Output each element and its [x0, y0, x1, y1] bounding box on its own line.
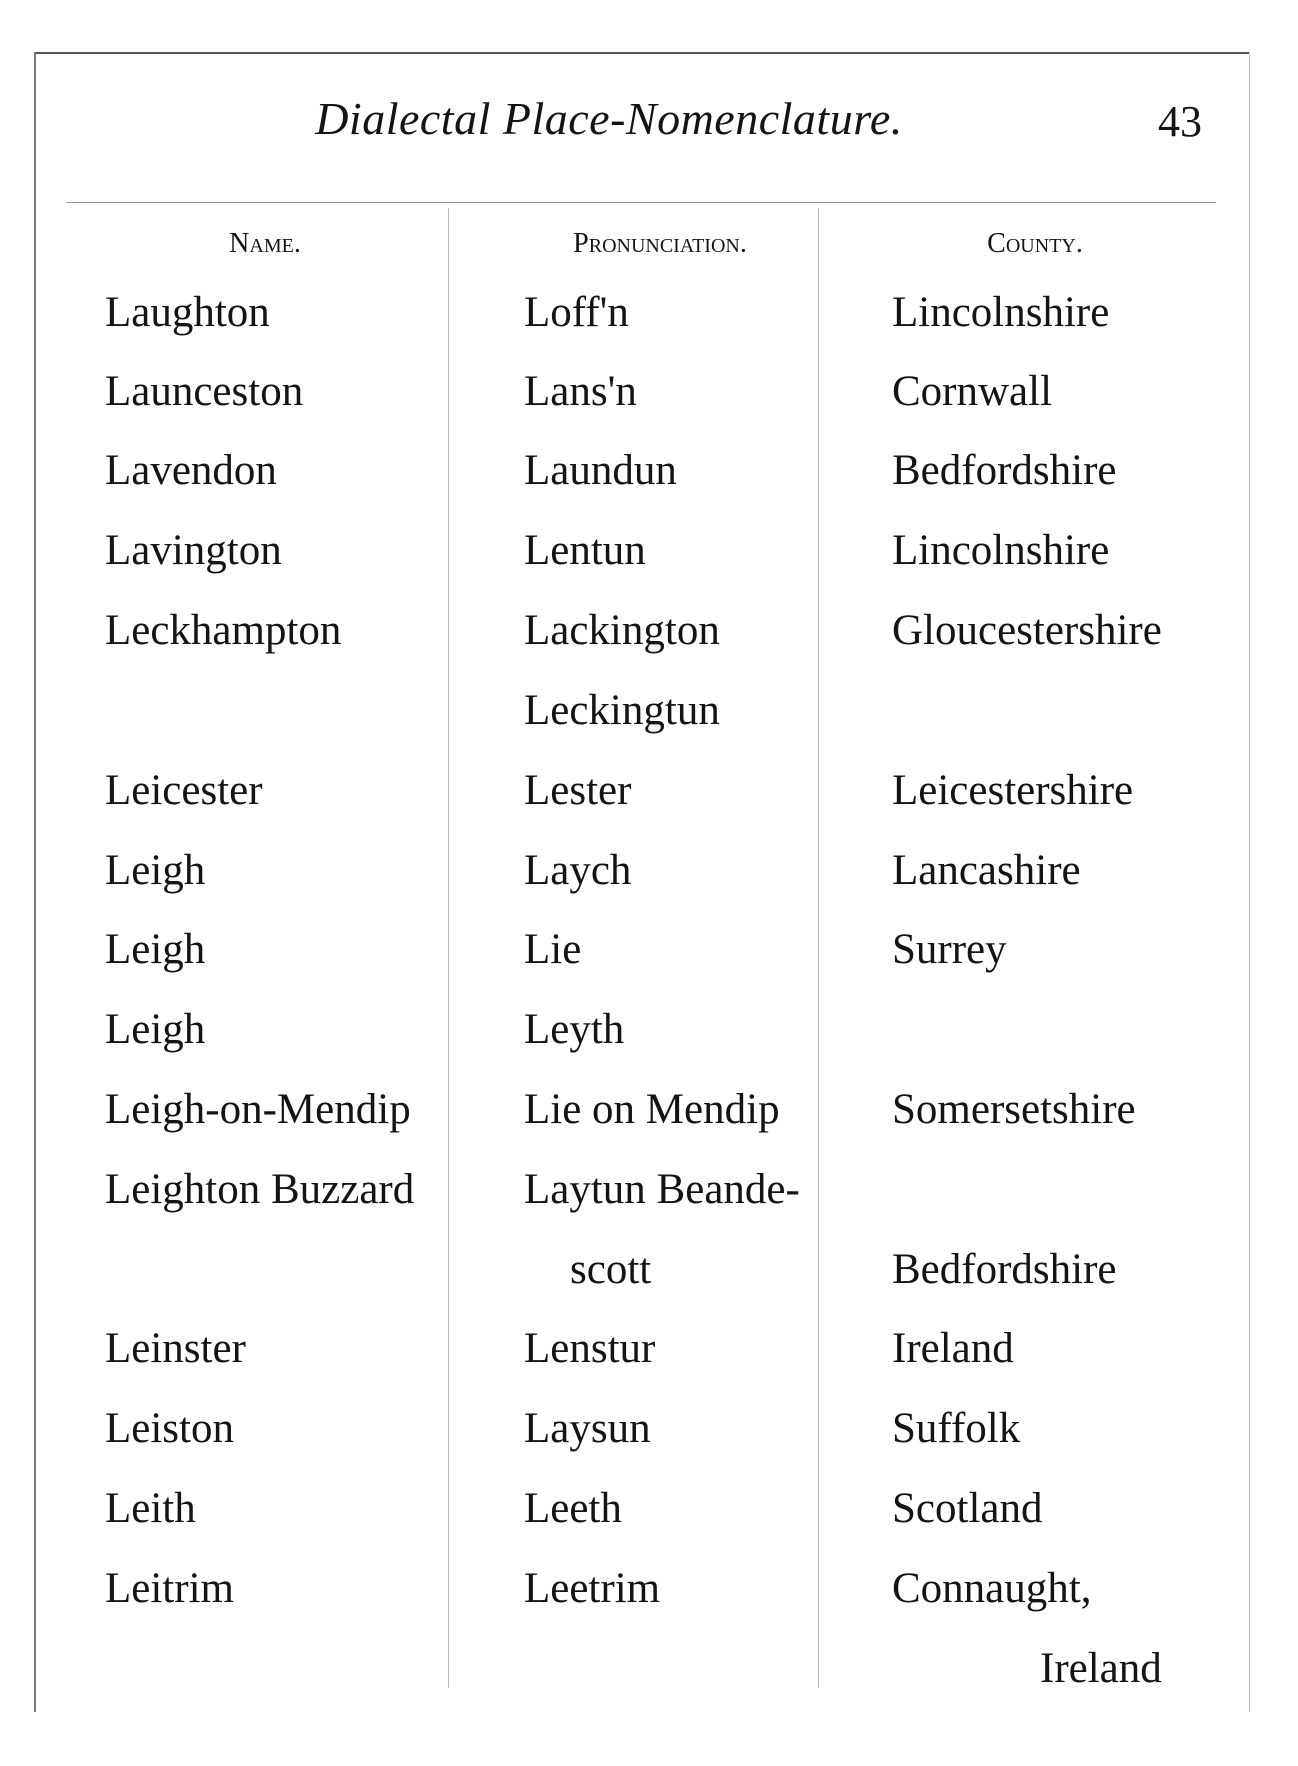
column-header-name: Name.: [229, 228, 301, 259]
pronunciation: Lentun: [524, 527, 646, 574]
table-row: [0, 1005, 1298, 1075]
page-frame-top: [34, 52, 1249, 54]
county: Scotland: [892, 1485, 1043, 1532]
county: Ireland: [1040, 1645, 1162, 1692]
place-name: Leinster: [105, 1325, 246, 1372]
place-name: Leigh: [105, 926, 206, 973]
pronunciation: Lester: [524, 767, 632, 814]
pronunciation: Leeth: [524, 1485, 622, 1532]
pronunciation: Laych: [524, 847, 632, 894]
pronunciation: Lie: [524, 926, 582, 973]
pronunciation: Loff'n: [524, 289, 629, 336]
county: Leicestershire: [892, 767, 1134, 814]
county: Connaught,: [892, 1565, 1092, 1612]
running-title-text: Dialectal Place-Nomenclature.: [315, 93, 903, 144]
pronunciation: Lie on Mendip: [524, 1086, 780, 1133]
pronunciation: Lenstur: [524, 1325, 656, 1372]
pronunciation: scott: [570, 1246, 652, 1293]
table-row: [0, 1484, 1298, 1554]
table-row: [0, 526, 1298, 596]
pronunciation: Lans'n: [524, 368, 637, 415]
county: Suffolk: [892, 1405, 1021, 1452]
table-row: [0, 1564, 1298, 1634]
county: Ireland: [892, 1325, 1014, 1372]
county: Bedfordshire: [892, 447, 1117, 494]
table-row: [0, 1245, 1298, 1315]
table-row: [0, 288, 1298, 358]
county: Lincolnshire: [892, 289, 1110, 336]
county: Surrey: [892, 926, 1007, 973]
place-name: Launceston: [105, 368, 304, 415]
county: Cornwall: [892, 368, 1053, 415]
pronunciation: Laysun: [524, 1405, 651, 1452]
table-row: [0, 446, 1298, 516]
table-row: [0, 1085, 1298, 1155]
table-row: [0, 1165, 1298, 1235]
place-name: Leitrim: [105, 1565, 234, 1612]
place-name: Leighton Buzzard: [105, 1166, 415, 1213]
county: Lincolnshire: [892, 527, 1110, 574]
pronunciation: Lackington: [524, 607, 720, 654]
place-name: Leith: [105, 1485, 196, 1532]
table-row: [0, 686, 1298, 756]
table-row: [0, 846, 1298, 916]
page-number: 43: [1158, 97, 1202, 146]
pronunciation: Laundun: [524, 447, 677, 494]
place-name: Leiston: [105, 1405, 234, 1452]
header-rule: [66, 202, 1216, 203]
place-name: Leigh: [105, 847, 206, 894]
column-header-pronunciation: Pronunciation.: [573, 228, 747, 259]
place-name: Lavendon: [105, 447, 277, 494]
county: Gloucestershire: [892, 607, 1162, 654]
table-row: [0, 367, 1298, 437]
place-name: Leigh: [105, 1006, 206, 1053]
table-row: [0, 925, 1298, 995]
pronunciation: Leckingtun: [524, 687, 720, 734]
pronunciation: Laytun Beande-: [524, 1166, 800, 1213]
place-name: Leckhampton: [105, 607, 342, 654]
pronunciation: Leetrim: [524, 1565, 661, 1612]
place-name: Lavington: [105, 527, 282, 574]
place-name: Laughton: [105, 289, 270, 336]
running-title: [0, 92, 1298, 145]
county: Bedfordshire: [892, 1246, 1117, 1293]
table-row: [0, 606, 1298, 676]
county: Somersetshire: [892, 1086, 1136, 1133]
table-row: [0, 1644, 1298, 1714]
column-header-county: County.: [987, 228, 1083, 259]
table-row: [0, 1324, 1298, 1394]
pronunciation: Leyth: [524, 1006, 625, 1053]
place-name: Leigh-on-Mendip: [105, 1086, 411, 1133]
table-row: [0, 766, 1298, 836]
county: Lancashire: [892, 847, 1081, 894]
table-row: [0, 1404, 1298, 1474]
place-name: Leicester: [105, 767, 263, 814]
